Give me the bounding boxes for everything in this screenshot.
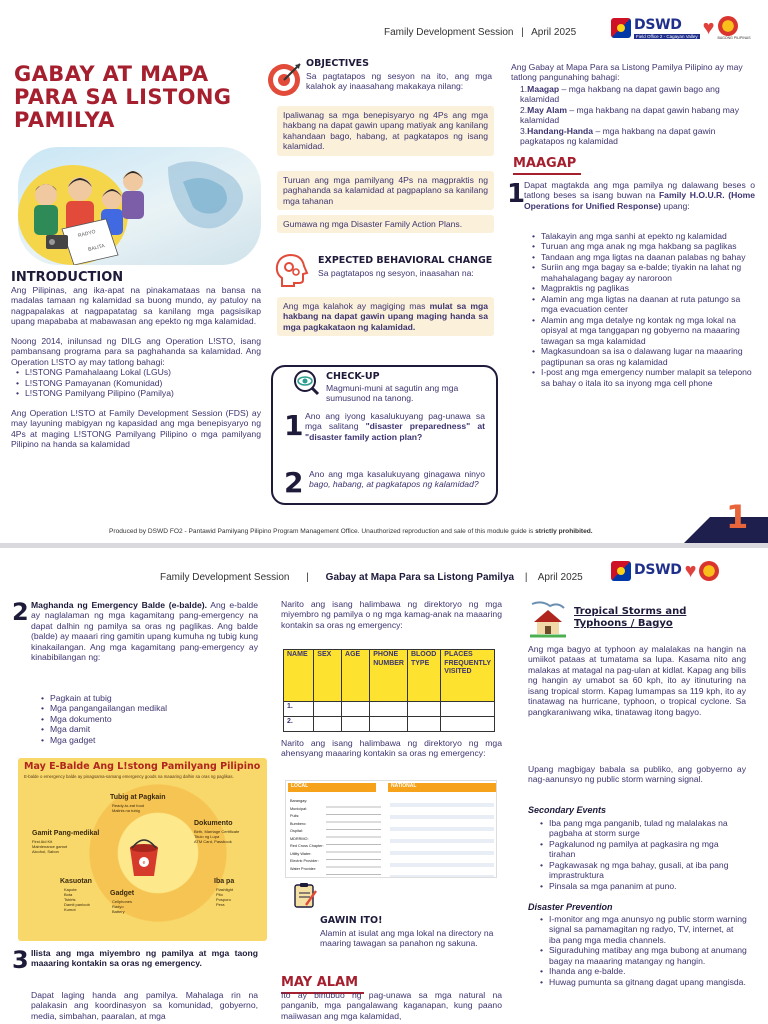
- list-item: • Talakayin ang mga sanhi at epekto ng kalamidad: [531, 231, 757, 241]
- poster-list: Flashlight Pito Posporo Pera: [216, 887, 234, 907]
- typhoon-heading: Tropical Storms and Typhoons / Bagyo: [574, 606, 687, 629]
- secondary-events-heading: Secondary Events: [528, 805, 607, 815]
- poster-list: Kapote Bota Tshirts Damit panloob Kumot: [64, 887, 90, 912]
- part-item: 2.May Alam – mga hakbang na dapat gawin habang may kalamidad: [520, 104, 739, 126]
- parts-list: [520, 84, 756, 147]
- list-item: • Alamin ang mga ligtas na daanan at ruta patungo sa mga evacuation center: [531, 294, 757, 315]
- svg-text:e: e: [142, 860, 146, 866]
- page-number: 1: [726, 498, 749, 536]
- objectives-intro: Sa pagtatapos ng sesyon na ito, ang mga kalahok ay inaasahang makakaya nilang:: [306, 71, 492, 92]
- part-item: 1.Maagap – mga hakbang na dapat gawin bago ang kalamidad: [520, 84, 720, 105]
- dswd-logo: DSWD Field Office 2 - Cagayan Valley ♥ BAGONG PILIPINAS: [611, 16, 751, 40]
- question-1: Ano ang iyong kasalukuyang pag-unawa sa mga salitang "disaster preparedness" at "disaster family action plan?: [305, 411, 485, 442]
- list-item: • Mga gadget: [40, 735, 250, 745]
- may-alam-text: Ito ay binubuo ng pag-unawa sa mga natural na panganib, mga pangalawang kaganapan, kung paano maiiwasan ang mga kalamidad,: [281, 990, 502, 1021]
- poster-title: May E-Balde Ang L!stong Pamilyang Pilipino: [24, 761, 261, 772]
- poster-list: Birth, Marriage Certificate Titulo ng Lupa ATM Card, Passbook: [194, 829, 240, 844]
- contact-list-instruction: Ilista ang mga miyembro ng pamilya at mga taong maaaring kontakin sa oras ng emergency.: [31, 948, 258, 969]
- national-agencies: [390, 795, 494, 877]
- poster-subtitle: E-balde o emergency balde ay pinagsama-samang emergency goods na maaaring dalhin sa oras ng paglikas.: [24, 774, 234, 779]
- question-2: Ano ang mga kasalukuyang ginagawa ninyo bago, habang, at pagkatapos ng kalamidad?: [309, 469, 485, 490]
- disaster-prevention-heading: Disaster Prevention: [528, 902, 613, 912]
- behavioral-intro: Sa pagtatapos ng sesyon, inaasahan na:: [318, 268, 474, 278]
- introduction-body: [11, 285, 261, 450]
- table-header: PHONE NUMBER: [370, 650, 408, 702]
- local-header: LOCAL: [288, 783, 376, 792]
- dswd-emblem-icon: [611, 561, 631, 581]
- list-item: • Suriin ang mga bagay sa e-balde; tiyakin na lahat ng mahahalagang bagay ay naroroon: [531, 262, 757, 283]
- intro-paragraph-1: Ang Pilipinas, ang ika-apat na pinakamataas na bansa na madalas tamaan ng kalamidad sa buong mundo, ay patuloy na nagpapalakas at nagpapatatag sa kanilang mga pagsisikap upang mapababa at mabawasan ang epekto ng mga kalamidad.: [11, 285, 261, 327]
- dswd-emblem-icon: [611, 18, 631, 38]
- page-header: Family Development Session | Gabay at Mapa Para sa Listong Pamilya | April 2025: [160, 572, 583, 583]
- list-item: • Magkasundoan sa isa o dalawang lugar na maaaring pagtipunan sa oras ng kalamidad: [531, 346, 757, 367]
- list-item: • Mga damit: [40, 724, 250, 734]
- heart-logo-icon: ♥: [702, 17, 715, 40]
- intro-paragraph-3: Ang Operation L!STO at Family Development Session (FDS) ay may layuning mabigyan ng kapasidad ang mga benepisyaryo ng 4Ps at maging L!STONG Pamilyang Pilipino o mga pamilyang Pilipino na handa sa kalamidad: [11, 407, 261, 450]
- clipboard-icon: [290, 881, 318, 909]
- national-header: NATIONAL: [388, 783, 496, 792]
- e-balde-paragraph: Maghanda ng Emergency Balde (e-balde). Ang e-balde ay naglalaman ng mga kagamitang pang-emergency na dapat dalhin ng pamilya sa oras ng paglikas. Ang balde (balde) ay maaari ring gamitin upang kumuha ng tubig kung kinakailangan. Ang mga kagamitang pang-emergency ay kinabibilangan ng:: [31, 600, 258, 663]
- table-header: PLACES FREQUENTLY VISITED: [441, 650, 495, 702]
- table-row: 2.: [284, 717, 495, 732]
- page-title: GABAY AT MAPA PARA SA LISTONG PAMILYA: [14, 62, 232, 132]
- bagong-pilipinas-logo-icon: [699, 561, 719, 581]
- e-balde-poster: [18, 758, 267, 941]
- step-number: 1: [507, 179, 526, 209]
- behavioral-box: Ang mga kalahok ay magiging mas mulat sa mga hakbang na dapat gawin upang maging handa sa mga pagkakataon ng kalamidad.: [277, 297, 494, 336]
- list-item: • Iba pang mga panganib, tulad ng malalakas na pagbaha at storm surge: [539, 818, 747, 839]
- list-item: • Pagkalunod ng pamilya at pagkasira ng mga tirahan: [539, 839, 747, 860]
- list-item: • Ihanda ang e-balde.: [539, 966, 747, 976]
- list-item: • L!STONG Pamilyang Pilipino (Pamilya): [15, 388, 261, 398]
- target-icon: [264, 60, 304, 100]
- list-item: • Mga dokumento: [40, 714, 250, 724]
- checkup-heading: CHECK-UP: [326, 371, 380, 382]
- question-number: 2: [284, 466, 304, 499]
- emergency-items-list: [40, 693, 250, 745]
- family-directory-intro: Narito ang isang halimbawa ng direktoryo ng mga miyembro ng pamilya o ng mga kamag-anak na maaaring kontakin sa oras ng emergency:: [281, 599, 502, 630]
- question-number: 1: [284, 409, 304, 442]
- heart-logo-icon: ♥: [684, 560, 697, 582]
- poster-group: Dokumento: [194, 820, 233, 827]
- table-header-row: [284, 650, 495, 702]
- dswd-logo: DSWD ♥: [611, 561, 719, 581]
- list-item: • Pagkawasak ng mga bahay, gusali, at iba pang imprastruktura: [539, 860, 747, 881]
- page-2: [0, 548, 768, 1024]
- maagap-heading: MAAGAP: [513, 156, 581, 175]
- table-header: SEX: [314, 650, 342, 702]
- poster-group: Iba pa: [214, 878, 235, 885]
- list-item: • Huwag pumunta sa gitnang dagat upang mangisda.: [539, 977, 747, 987]
- coordination-paragraph: Dapat laging handa ang pamilya. Mahalaga rin na palakasin ang koordinasyon sa komunidad, gobyerno, media, simbahan, paaralan, at mga: [31, 990, 258, 1021]
- checkup-intro: Magmuni-muni at sagutin ang mga sumusunod na tanong.: [326, 383, 459, 404]
- page-header: Family Development Session | April 2025: [384, 27, 577, 38]
- bagong-pilipinas-logo-icon: [718, 16, 738, 36]
- list-item: • I-post ang mga emergency number malapit sa telepono sa bahay o itala ito sa inyong mga cell phone: [531, 367, 757, 388]
- agency-directory: [285, 780, 497, 878]
- intro-paragraph-2: Noong 2014, inilunsad ng DILG ang Operation L!STO, isang pambansang programa para sa paghahanda sa kalamidad. Ang Operation L!STO ay may tatlong bahagi:: [11, 335, 261, 367]
- poster-group: Gadget: [110, 890, 135, 897]
- typhoon-paragraph: Ang mga bagyo at typhoon ay malalakas na hangin na umiikot pataas at tumatama sa lupa. Kasama nito ang malakas at matagal na pag-ulan at kidlat. Kapag ang bilis ng hangin ay umabot sa 60 kph, ito ay itinuturing na isang tropical storm. Kapag lumampas sa 119 kph, ito ay tinatawag na hurricane, typhoon, o tropical cyclone. Sa pangkaraniwang wika, tinatawag itong bagyo.: [528, 644, 746, 717]
- objective-item: Gumawa ng mga Disaster Family Action Plans.: [277, 215, 494, 233]
- poster-list: First Aid Kit Maintenance gamot Alcohol, Sabon: [32, 839, 68, 854]
- list-item: • Alamin ang mga detalye ng kontak ng mga lokal na opisyal at mga tanggapan ng gobyerno na maaaring tawagan sa mga kalamidad: [531, 315, 757, 346]
- family-directory-table: [283, 649, 495, 732]
- family-hour-list: [531, 231, 757, 388]
- list-item: • I-monitor ang mga anunsyo ng public storm warning signal sa pamamagitan ng radyo, TV, internet, at iba pang mga media channels.: [539, 914, 747, 945]
- step-number: 3: [12, 946, 29, 974]
- may-alam-heading: MAY ALAM: [281, 975, 364, 994]
- list-item: • Magpraktis ng paglikas: [531, 283, 757, 293]
- agency-directory-intro: Narito ang isang halimbawa ng direktoryo ng mga ahensyang maaaring kontakin sa oras ng emergency:: [281, 738, 502, 759]
- poster-group: Kasuotan: [60, 878, 92, 885]
- eye-magnifier-icon: [292, 368, 320, 396]
- balita-label: BALITA: [87, 243, 106, 253]
- table-header: AGE: [342, 650, 370, 702]
- secondary-events-list: [539, 818, 747, 891]
- local-fields: Barangay: Municipal: Pulis: Bumbero: Ospital: MDRRMO: Red Cross Chapter: Utility Water: Electric Provider: Water Provider:: [290, 799, 324, 871]
- storm-house-icon: [528, 598, 568, 638]
- family-radio-illustration: [18, 147, 261, 265]
- behavioral-heading: EXPECTED BEHAVIORAL CHANGE: [318, 255, 493, 266]
- list-item: • Mga pangangailangan medikal: [40, 703, 250, 713]
- list-item: • Pinsala sa mga pananim at puno.: [539, 881, 747, 891]
- list-item: • L!STONG Pamayanan (Komunidad): [15, 378, 261, 388]
- operation-listo-list: [15, 367, 261, 398]
- maagap-step-1: Dapat magtakda ang mga pamilya ng dalawang beses o tatlong beses sa isang buwan na Family H.O.U.R. (Home Operations for Unified Response) upang:: [524, 180, 755, 211]
- table-header: BLOOD TYPE: [407, 650, 440, 702]
- poster-list: Ready-to-eat food Malinis na tubig: [112, 803, 145, 813]
- gawin-heading: GAWIN ITO!: [320, 915, 383, 926]
- objective-item: Turuan ang mga pamilyang 4Ps na magpraktis ng paghahanda sa kalamidad at pagpaplano sa kanilang mga tahanan: [277, 171, 494, 210]
- list-item: • L!STONG Pamahalaang Lokal (LGUs): [15, 367, 261, 377]
- objectives-heading: OBJECTIVES: [306, 58, 370, 69]
- list-item: • Siguraduhing matibay ang mga bubong at anumang bagay na maaaring matangay ng hangin.: [539, 945, 747, 966]
- bucket-icon: [126, 838, 162, 878]
- objective-item: Ipaliwanag sa mga benepisyaryo ng 4Ps ang mga hakbang na dapat gawin upang matiyak ang kanilang kahandaan bago, habang, at pagkatapos ng isang kalamidad.: [277, 106, 494, 156]
- parts-intro: Ang Gabay at Mapa Para sa Listong Pamilya Pilipino ay may tatlong pangunahing bahagi:: [511, 62, 743, 83]
- step-number: 2: [12, 598, 29, 626]
- poster-group: Tubig at Pagkain: [110, 794, 166, 801]
- list-item: • Tandaan ang mga ligtas na daanan palabas ng bahay: [531, 252, 757, 262]
- warning-paragraph: Upang magbigay babala sa publiko, ang gobyerno ay nag-aanunsyo ng public storm warning signal.: [528, 764, 746, 785]
- footer-notice: Produced by DSWD FO2 - Pantawid Pamilyang Pilipino Program Management Office. Unauthorized reproduction and sale of this module guide is strictly prohibited.: [109, 528, 593, 535]
- blank-lines: [326, 800, 381, 876]
- introduction-heading: INTRODUCTION: [11, 270, 124, 285]
- part-item: 3.Handang-Handa – mga hakbang na dapat gawin pagkatapos ng kalamidad: [520, 125, 716, 147]
- list-item: • Turuan ang mga anak ng mga hakbang sa paglikas: [531, 241, 757, 251]
- radyo-label: RADYO: [77, 228, 97, 240]
- table-row: 1.: [284, 702, 495, 717]
- list-item: • Pagkain at tubig: [40, 693, 250, 703]
- gawin-text: Alamin at isulat ang mga lokal na directory na maaring tawagan sa panahon ng sakuna.: [320, 928, 494, 949]
- poster-list: Cellphones Radyo Battery: [112, 899, 133, 914]
- head-gears-icon: [272, 252, 310, 290]
- poster-group: Gamit Pang-medikal: [32, 830, 100, 837]
- disaster-prevention-list: [539, 914, 747, 987]
- table-header: NAME: [284, 650, 314, 702]
